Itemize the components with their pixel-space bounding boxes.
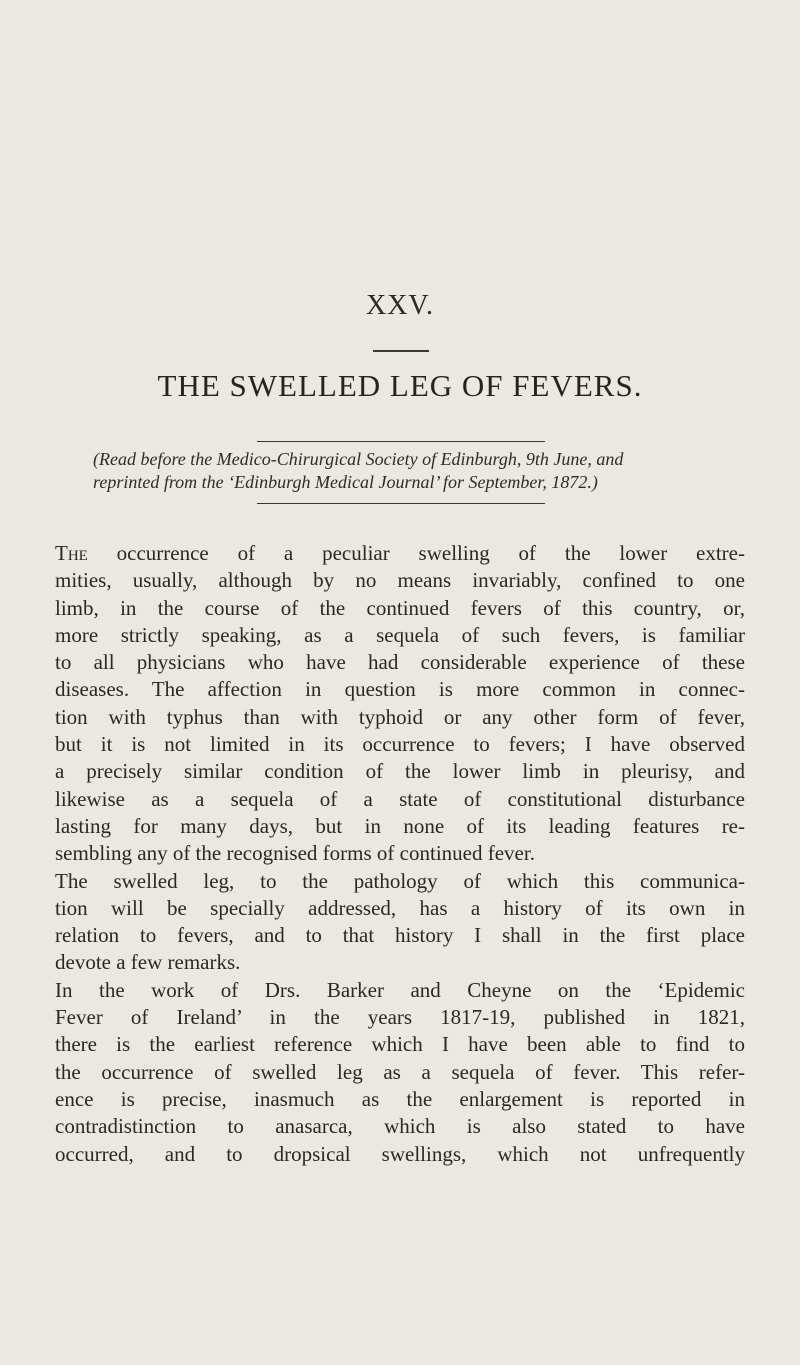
text-line: the occurrence of swelled leg as a sequela of fever. This refer- [55, 1059, 745, 1084]
text-line-rest: occurrence of a peculiar swelling of the lower extre- [87, 541, 745, 565]
text-line: relation to fevers, and to that history I shall in the first place [55, 923, 745, 948]
text-line: ence is precise, inasmuch as the enlargement is reported in [55, 1086, 745, 1111]
opening-word: The [55, 541, 88, 565]
page-title: THE SWELLED LEG OF FEVERS. [157, 368, 643, 403]
text-line: a precisely similar condition of the lower limb in pleurisy, and [55, 759, 745, 784]
text-line: likewise as a sequela of a state of constitutional disturbance [55, 786, 745, 811]
text-line: diseases. The affection in question is more common in connec- [55, 677, 745, 702]
text-line: tion will be specially addressed, has a history of its own in [55, 895, 745, 920]
note-line: (Read before the Medico-Chirurgical Society of Edinburgh, 9th June, and [93, 449, 624, 469]
body-text [55, 540, 745, 1168]
text-line: there is the earliest reference which I have been able to find to [55, 1032, 745, 1057]
text-line: devote a few remarks. [55, 950, 241, 975]
text-line: Fever of Ireland’ in the years 1817-19, published in 1821, [55, 1005, 745, 1030]
title-divider [373, 350, 429, 352]
note-line: reprinted from the ‘Edinburgh Medical Journal’ for September, 1872.) [93, 472, 598, 492]
text-line: but it is not limited in its occurrence to fevers; I have observed [55, 732, 745, 757]
text-line: to all physicians who have had considerable experience of these [55, 650, 745, 675]
text-line: The swelled leg, to the pathology of which this communica- [55, 868, 745, 893]
text-line: occurred, and to dropsical swellings, which not unfrequently [55, 1141, 745, 1166]
text-line: lasting for many days, but in none of its leading features re- [55, 813, 745, 838]
text-line: contradistinction to anasarca, which is also stated to have [55, 1114, 745, 1139]
chapter-number: XXV. [365, 290, 435, 321]
note-rule-bottom [257, 503, 545, 504]
text-line: limb, in the course of the continued fevers of this country, or, [55, 595, 745, 620]
text-line: more strictly speaking, as a sequela of such fevers, is familiar [55, 622, 745, 647]
publication-note [93, 448, 733, 494]
text-line: sembling any of the recognised forms of continued fever. [55, 841, 535, 866]
note-rule-top [257, 441, 545, 442]
text-line: tion with typhus than with typhoid or any other form of fever, [55, 704, 745, 729]
text-line: In the work of Drs. Barker and Cheyne on the ‘Epidemic [55, 977, 745, 1002]
text-line: mities, usually, although by no means invariably, confined to one [55, 568, 745, 593]
text-line [55, 540, 745, 567]
